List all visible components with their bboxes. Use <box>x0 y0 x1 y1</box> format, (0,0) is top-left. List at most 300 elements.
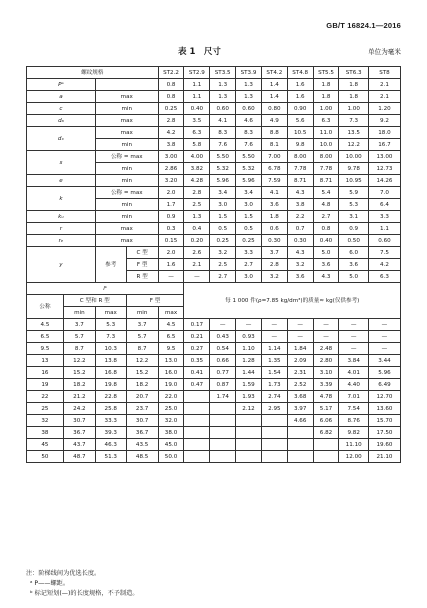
dimension-limit: min <box>95 211 158 223</box>
unit-label: 单位为毫米 <box>368 48 401 56</box>
dimension-value: 2.0 <box>158 187 184 199</box>
mass-value: 3.68 <box>287 391 313 403</box>
note-text: 注：阶梯线间为优选长度。 <box>26 570 101 577</box>
dimension-value: 0.20 <box>184 235 210 247</box>
dimension-value: 4.9 <box>261 115 287 127</box>
dimension-value: 0.5 <box>236 223 262 235</box>
mass-value: — <box>339 343 369 355</box>
dimension-value: 4.8 <box>313 199 339 211</box>
dimension-value: 4.2 <box>158 127 184 139</box>
mass-value: 4.66 <box>287 415 313 427</box>
dimension-limit: max <box>95 223 158 235</box>
dimension-value: 0.8 <box>158 79 184 91</box>
dimension-value: 0.9 <box>339 223 369 235</box>
dimension-limit: max <box>95 91 158 103</box>
dimension-value: 4.3 <box>287 187 313 199</box>
y-value: 3.6 <box>339 259 369 271</box>
dimension-value: 6.4 <box>368 199 400 211</box>
dimension-value: 2.2 <box>287 211 313 223</box>
size-header: ST2.9 <box>184 67 210 79</box>
y-value: — <box>184 271 210 283</box>
mass-value: 2.74 <box>261 391 287 403</box>
mass-value: 7.01 <box>339 391 369 403</box>
dimension-value: 13.5 <box>339 127 369 139</box>
dimension-value: 0.25 <box>236 235 262 247</box>
length-nominal: 4.5 <box>27 319 64 331</box>
dimension-value: 1.1 <box>368 223 400 235</box>
dimension-value: 1.3 <box>184 211 210 223</box>
min-label: min <box>63 307 95 319</box>
dimension-value: 0.50 <box>339 235 369 247</box>
dimension-value: 16.7 <box>368 139 400 151</box>
length-cr-max: 5.3 <box>95 319 126 331</box>
length-cr-min: 12.2 <box>63 355 95 367</box>
mass-label: 每 1 000 件(ρ=7.85 kg/dm³)的质量≈ kg(仅供参考) <box>184 283 401 319</box>
mass-value: 13.60 <box>368 403 400 415</box>
length-nominal: 9.5 <box>27 343 64 355</box>
y-value: 3.2 <box>261 271 287 283</box>
dimension-value: 8.00 <box>287 151 313 163</box>
dimension-value: 5.8 <box>184 139 210 151</box>
table-title: 表 1 尺寸 <box>178 47 221 57</box>
footnote-b: ᵇ 标记短划(—)的长度规格，不予制造。 <box>30 590 139 597</box>
dimension-value: 0.90 <box>287 103 313 115</box>
length-f-min: 48.5 <box>126 451 158 463</box>
mass-value: 4.40 <box>339 379 369 391</box>
length-nominal: 6.5 <box>27 331 64 343</box>
length-f-max: 6.5 <box>158 331 184 343</box>
y-value: 6.3 <box>368 271 400 283</box>
mass-value: 0.93 <box>236 331 262 343</box>
dimension-value: 2.8 <box>158 115 184 127</box>
mass-value: 1.59 <box>236 379 262 391</box>
table-notes <box>26 569 401 599</box>
cr-label: C 型和 R 型 <box>63 295 126 307</box>
mass-value: 2.12 <box>236 403 262 415</box>
length-cr-min: 3.7 <box>63 319 95 331</box>
length-cr-max: 16.8 <box>95 367 126 379</box>
dimension-value: 1.7 <box>158 199 184 211</box>
mass-value: 4.78 <box>313 391 339 403</box>
dimension-value: 1.4 <box>261 79 287 91</box>
dimension-symbol: dₐ <box>27 115 96 127</box>
dimension-value: 1.5 <box>236 211 262 223</box>
length-nominal: 13 <box>27 355 64 367</box>
mass-value: 3.44 <box>368 355 400 367</box>
y-value: 2.5 <box>210 259 236 271</box>
length-row <box>27 331 401 343</box>
mass-value: 1.73 <box>261 379 287 391</box>
dimension-value: 6.3 <box>313 115 339 127</box>
y-value: 3.2 <box>210 247 236 259</box>
dimension-value: 10.95 <box>339 175 369 187</box>
dimension-value: 8.00 <box>313 151 339 163</box>
dimension-value: 1.6 <box>287 91 313 103</box>
dimension-value: 4.00 <box>184 151 210 163</box>
dimension-limit: min <box>95 199 158 211</box>
footnote-a: ᵃ P——螺距。 <box>30 580 70 587</box>
dimension-value: 0.80 <box>261 103 287 115</box>
dimension-symbol: rₑ <box>27 235 96 247</box>
dimension-value: 13.00 <box>368 151 400 163</box>
max-label: max <box>95 307 126 319</box>
dimension-value: 0.6 <box>261 223 287 235</box>
mass-value: — <box>287 331 313 343</box>
mass-value: — <box>368 343 400 355</box>
table-body <box>27 67 401 463</box>
dimension-row <box>27 187 401 199</box>
length-cr-min: 30.7 <box>63 415 95 427</box>
mass-value <box>236 415 262 427</box>
y-value: 3.3 <box>236 247 262 259</box>
dimension-limit: min <box>95 139 158 151</box>
dimension-value: 14.26 <box>368 175 400 187</box>
dimension-value: 8.71 <box>313 175 339 187</box>
mass-value: 17.50 <box>368 427 400 439</box>
dimension-symbol: r <box>27 223 96 235</box>
dimension-value: 2.7 <box>313 211 339 223</box>
length-f-min: 18.2 <box>126 379 158 391</box>
length-nominal: 19 <box>27 379 64 391</box>
dimension-limit: min <box>95 175 158 187</box>
length-nominal: 38 <box>27 427 64 439</box>
dimension-value: 0.25 <box>210 235 236 247</box>
dimension-value: 3.4 <box>236 187 262 199</box>
length-cr-min: 5.7 <box>63 331 95 343</box>
length-row <box>27 403 401 415</box>
dimension-row <box>27 127 401 139</box>
dimension-limit: 公称 = max <box>95 187 158 199</box>
mass-value: 4.01 <box>339 367 369 379</box>
mass-value: 2.48 <box>313 343 339 355</box>
mass-value <box>184 415 210 427</box>
dimension-value: 3.6 <box>261 199 287 211</box>
mass-value: 0.43 <box>210 331 236 343</box>
dimension-row <box>27 235 401 247</box>
size-header: ST2.2 <box>158 67 184 79</box>
dimension-value: 4.1 <box>210 115 236 127</box>
dimension-limit: min <box>95 163 158 175</box>
dimension-value: 10.5 <box>287 127 313 139</box>
dimension-value: 8.3 <box>210 127 236 139</box>
y-type: F 型 <box>126 259 158 271</box>
size-header: ST5.5 <box>313 67 339 79</box>
dimension-row <box>27 151 401 163</box>
mass-value <box>261 451 287 463</box>
length-cr-max: 46.3 <box>95 439 126 451</box>
dimension-value: 0.7 <box>287 223 313 235</box>
dimension-row <box>27 91 401 103</box>
dimension-value: 7.6 <box>210 139 236 151</box>
y-value: 3.2 <box>287 259 313 271</box>
dimension-value: 1.3 <box>236 91 262 103</box>
header-row <box>27 67 401 79</box>
length-f-max: 45.0 <box>158 439 184 451</box>
y-value: 3.6 <box>287 271 313 283</box>
dimension-value: 1.8 <box>339 79 369 91</box>
mass-value: 21.10 <box>368 451 400 463</box>
dimension-limit: 公称 = max <box>95 151 158 163</box>
length-cr-max: 33.3 <box>95 415 126 427</box>
mass-value <box>287 439 313 451</box>
dimension-value: 0.60 <box>368 235 400 247</box>
size-header: ST3.5 <box>210 67 236 79</box>
mass-value: — <box>368 331 400 343</box>
dimension-value: 0.40 <box>313 235 339 247</box>
dimension-value: 0.60 <box>236 103 262 115</box>
dimension-value: 0.8 <box>313 223 339 235</box>
dimension-value: 5.6 <box>287 115 313 127</box>
mass-value <box>236 439 262 451</box>
mass-value: 1.74 <box>210 391 236 403</box>
length-f-min: 12.2 <box>126 355 158 367</box>
f-label: F 型 <box>126 295 184 307</box>
dimension-value: 6.78 <box>261 163 287 175</box>
dimension-value: 1.4 <box>261 91 287 103</box>
size-header: ST6.3 <box>339 67 369 79</box>
mass-value <box>184 427 210 439</box>
y-value: 5.0 <box>339 271 369 283</box>
length-cr-max: 13.8 <box>95 355 126 367</box>
mass-value <box>210 427 236 439</box>
mass-value: 12.70 <box>368 391 400 403</box>
dimension-row <box>27 103 401 115</box>
mass-value <box>184 451 210 463</box>
dimension-value: 5.96 <box>210 175 236 187</box>
y-value: 2.6 <box>184 247 210 259</box>
mass-value <box>236 427 262 439</box>
length-header-row <box>27 283 401 295</box>
dimension-value: 3.0 <box>236 199 262 211</box>
y-value: 3.0 <box>236 271 262 283</box>
y-symbol: y <box>27 247 96 283</box>
mass-value <box>261 415 287 427</box>
max-label: max <box>158 307 184 319</box>
dimension-value: 3.82 <box>184 163 210 175</box>
dimension-value: 4.6 <box>236 115 262 127</box>
mass-value: — <box>368 319 400 331</box>
mass-value: 0.66 <box>210 355 236 367</box>
mass-value <box>210 403 236 415</box>
mass-value: 1.84 <box>287 343 313 355</box>
dimension-value: 3.00 <box>158 151 184 163</box>
size-header: ST4.2 <box>261 67 287 79</box>
dimension-symbol: Pᵃ <box>27 79 96 91</box>
dimension-value: 1.3 <box>210 79 236 91</box>
mass-value: 3.84 <box>339 355 369 367</box>
dimension-row <box>27 175 401 187</box>
dimension-value: 6.3 <box>184 127 210 139</box>
dimension-table <box>26 66 401 463</box>
length-f-min: 5.7 <box>126 331 158 343</box>
dimension-value: 8.8 <box>261 127 287 139</box>
dimension-row <box>27 79 401 91</box>
mass-value: 0.35 <box>184 355 210 367</box>
length-row <box>27 439 401 451</box>
mass-value: 2.80 <box>313 355 339 367</box>
dimension-value: 0.30 <box>261 235 287 247</box>
dimension-value: 4.1 <box>261 187 287 199</box>
y-value: 2.8 <box>261 259 287 271</box>
mass-value: 0.17 <box>184 319 210 331</box>
length-cr-max: 39.3 <box>95 427 126 439</box>
length-cr-max: 51.3 <box>95 451 126 463</box>
dimension-value: 0.8 <box>158 91 184 103</box>
dimension-value: 2.1 <box>368 79 400 91</box>
dimension-symbol: a <box>27 91 96 103</box>
dimension-row <box>27 223 401 235</box>
y-value: 2.7 <box>210 271 236 283</box>
length-f-max: 4.5 <box>158 319 184 331</box>
y-reference: 参考 <box>95 247 126 283</box>
dimension-value: 7.0 <box>368 187 400 199</box>
y-value: 4.2 <box>368 259 400 271</box>
dimension-value: 2.1 <box>368 91 400 103</box>
mass-value <box>261 427 287 439</box>
length-row <box>27 343 401 355</box>
dimension-value: 5.50 <box>210 151 236 163</box>
mass-value <box>210 451 236 463</box>
length-cr-min: 15.2 <box>63 367 95 379</box>
mass-value: — <box>339 331 369 343</box>
dimension-value: 7.3 <box>339 115 369 127</box>
dimension-value: 3.5 <box>184 115 210 127</box>
mass-value: 1.10 <box>236 343 262 355</box>
size-header: ST8 <box>368 67 400 79</box>
dimension-symbol: c <box>27 103 96 115</box>
mass-value: 12.00 <box>339 451 369 463</box>
dimension-limit: max <box>95 115 158 127</box>
mass-value: — <box>339 319 369 331</box>
dimension-value: 5.32 <box>210 163 236 175</box>
mass-value: 1.54 <box>261 367 287 379</box>
nominal-label: 公称 <box>27 295 64 319</box>
length-f-min: 23.7 <box>126 403 158 415</box>
mass-value: 0.27 <box>184 343 210 355</box>
mass-value <box>287 451 313 463</box>
dimension-value: 8.71 <box>287 175 313 187</box>
length-cr-max: 22.8 <box>95 391 126 403</box>
y-value: 2.7 <box>236 259 262 271</box>
mass-value: — <box>210 319 236 331</box>
mass-value: 2.09 <box>287 355 313 367</box>
mass-value: 6.82 <box>313 427 339 439</box>
length-nominal: 45 <box>27 439 64 451</box>
mass-value: 3.97 <box>287 403 313 415</box>
dimension-value: 1.8 <box>339 91 369 103</box>
length-row <box>27 379 401 391</box>
dimension-value: 0.4 <box>184 223 210 235</box>
dimension-value: 5.3 <box>339 199 369 211</box>
length-cr-min: 43.7 <box>63 439 95 451</box>
mass-value: 15.70 <box>368 415 400 427</box>
mass-value: 0.47 <box>184 379 210 391</box>
mass-value: 19.60 <box>368 439 400 451</box>
mass-value <box>261 439 287 451</box>
length-f-max: 22.0 <box>158 391 184 403</box>
length-row <box>27 415 401 427</box>
dimension-value: 0.25 <box>158 103 184 115</box>
mass-value: 7.54 <box>339 403 369 415</box>
dimension-value: 12.73 <box>368 163 400 175</box>
dimension-value: 9.78 <box>339 163 369 175</box>
dimension-value: 1.00 <box>313 103 339 115</box>
length-cr-min: 24.2 <box>63 403 95 415</box>
spec-label: 螺纹规格 <box>27 67 159 79</box>
mass-value: 3.10 <box>313 367 339 379</box>
dimension-value: 0.5 <box>210 223 236 235</box>
dimension-value: 9.2 <box>368 115 400 127</box>
dimension-symbol: dₓ <box>27 127 96 151</box>
mass-value: 6.06 <box>313 415 339 427</box>
length-cr-min: 48.7 <box>63 451 95 463</box>
dimension-value: 1.8 <box>261 211 287 223</box>
length-f-min: 30.7 <box>126 415 158 427</box>
dimension-value: 5.96 <box>236 175 262 187</box>
mass-value <box>210 439 236 451</box>
length-nominal: 50 <box>27 451 64 463</box>
dimension-value: 12.2 <box>339 139 369 151</box>
y-value: 3.6 <box>313 259 339 271</box>
dimension-value: 1.6 <box>287 79 313 91</box>
y-value: 4.3 <box>313 271 339 283</box>
dimension-value: 1.3 <box>210 91 236 103</box>
mass-value <box>236 451 262 463</box>
y-value: 2.1 <box>184 259 210 271</box>
dimension-value: 7.78 <box>313 163 339 175</box>
mass-value: 11.10 <box>339 439 369 451</box>
y-value: 3.7 <box>261 247 287 259</box>
dimension-value: 18.0 <box>368 127 400 139</box>
length-row <box>27 319 401 331</box>
mass-value: 2.95 <box>261 403 287 415</box>
length-f-min: 20.7 <box>126 391 158 403</box>
length-row <box>27 367 401 379</box>
dimension-value: 0.30 <box>287 235 313 247</box>
mass-value: 0.54 <box>210 343 236 355</box>
dimension-symbol: k <box>27 187 96 211</box>
y-value: — <box>158 271 184 283</box>
length-f-min: 8.7 <box>126 343 158 355</box>
length-cr-max: 19.8 <box>95 379 126 391</box>
dimension-value: 2.8 <box>184 187 210 199</box>
mass-value: 8.76 <box>339 415 369 427</box>
dimension-value: 1.5 <box>210 211 236 223</box>
length-row <box>27 355 401 367</box>
mass-value: 0.41 <box>184 367 210 379</box>
dimension-row <box>27 211 401 223</box>
length-cr-min: 8.7 <box>63 343 95 355</box>
dimension-value: 5.50 <box>236 151 262 163</box>
length-f-max: 38.0 <box>158 427 184 439</box>
min-label: min <box>126 307 158 319</box>
dimension-limit <box>95 79 158 91</box>
length-f-max: 32.0 <box>158 415 184 427</box>
mass-value <box>313 451 339 463</box>
dimension-value: 1.8 <box>313 91 339 103</box>
mass-value: 1.93 <box>236 391 262 403</box>
dimension-value: 3.3 <box>368 211 400 223</box>
dimension-value: 0.3 <box>158 223 184 235</box>
dimension-value: 8.3 <box>236 127 262 139</box>
length-cr-min: 18.2 <box>63 379 95 391</box>
dimension-value: 7.00 <box>261 151 287 163</box>
mass-value: 0.87 <box>210 379 236 391</box>
dimension-value: 9.8 <box>287 139 313 151</box>
length-f-max: 16.0 <box>158 367 184 379</box>
length-f-min: 43.5 <box>126 439 158 451</box>
mass-value: 1.28 <box>236 355 262 367</box>
